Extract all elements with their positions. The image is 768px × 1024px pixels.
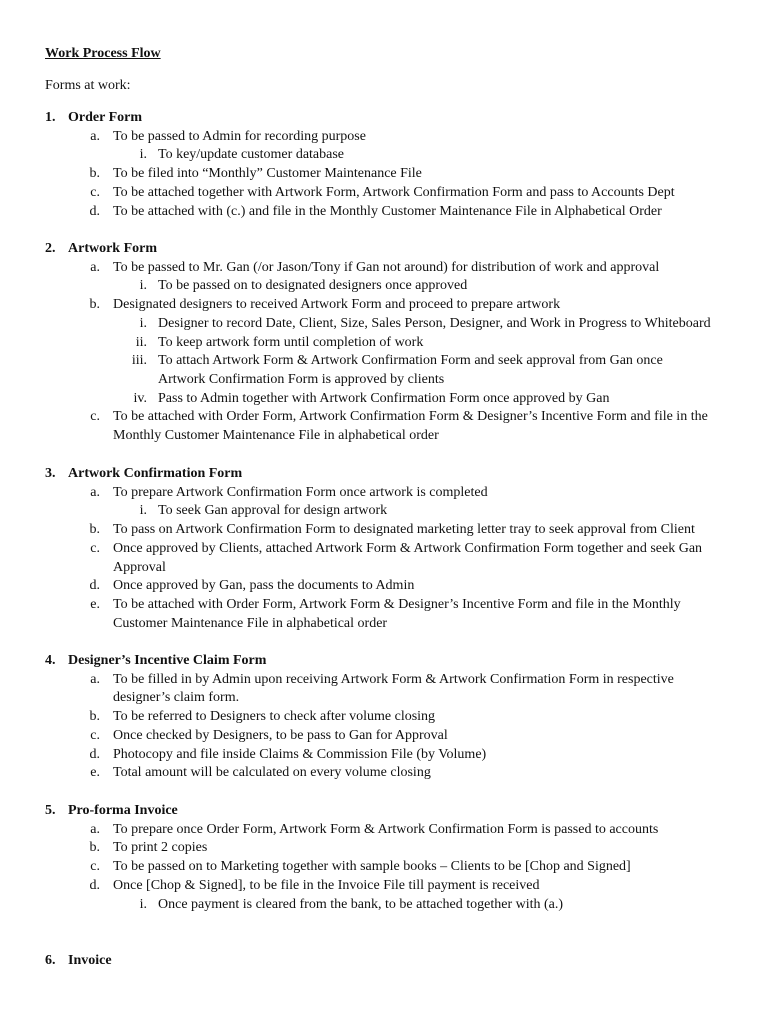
- section-artwork-form: [0, 240, 768, 446]
- list-marker: c.: [90, 409, 100, 425]
- list-item-text: Once [Chop & Signed], to be file in the Invoice File till payment is received: [113, 877, 540, 893]
- document-title: Work Process Flow: [45, 46, 161, 61]
- sub-list-item: [0, 502, 713, 521]
- list-item: [0, 128, 713, 147]
- sub-list-item-text: To attach Artwork Form & Artwork Confirmation Form and seek approval from Gan once Artwork Confirmation Form is approved by clients: [158, 353, 663, 387]
- section-heading: [0, 240, 768, 259]
- list-item-text: To prepare Artwork Confirmation Form once artwork is completed: [113, 484, 488, 500]
- list-marker: b.: [89, 709, 100, 725]
- list-item: [0, 296, 713, 315]
- sub-list-item-text: To seek Gan approval for design artwork: [158, 503, 388, 519]
- list-item-text: Designated designers to received Artwork Form and proceed to prepare artwork: [113, 297, 561, 313]
- section-title: Pro-forma Invoice: [68, 803, 178, 818]
- list-item: [0, 727, 713, 746]
- section-title: Order Form: [68, 110, 142, 125]
- sub-list-item: [0, 352, 713, 389]
- list-item-text: To be attached with (c.) and file in the Monthly Customer Maintenance File in Alphabetical Order: [113, 203, 662, 219]
- list-item: [0, 408, 713, 445]
- section-title: Invoice: [68, 953, 112, 968]
- section-title: Artwork Confirmation Form: [68, 466, 243, 481]
- sub-list-item: [0, 334, 713, 353]
- list-item: [0, 484, 713, 503]
- sub-list-marker: iv.: [133, 390, 147, 406]
- sub-list-item-text: To key/update customer database: [158, 147, 345, 163]
- list-marker: b.: [89, 840, 100, 856]
- list-marker: c.: [90, 540, 100, 556]
- section-heading: [0, 465, 768, 484]
- list-marker: d.: [89, 746, 100, 762]
- sub-list-marker: i.: [139, 503, 147, 519]
- list-item: [0, 764, 713, 783]
- list-item: [0, 596, 713, 633]
- list-marker: a.: [90, 128, 100, 144]
- list-item-text: To be passed on to Marketing together with sample books – Clients to be [Chop and Signed]: [113, 859, 631, 875]
- section-number: 1.: [45, 110, 56, 125]
- list-marker: a.: [90, 821, 100, 837]
- sub-list-marker: i.: [139, 315, 147, 331]
- list-item-text: To be attached with Order Form, Artwork Form & Designer’s Incentive Form and file in the Monthly Customer Maintenance File in alphabetical order: [113, 596, 681, 631]
- section-title: Artwork Form: [68, 241, 158, 256]
- sub-list-item: [0, 896, 713, 915]
- sub-list-marker: ii.: [135, 334, 147, 350]
- list-item-text: To be filed into “Monthly” Customer Maintenance File: [113, 166, 422, 182]
- section-number: 5.: [45, 803, 56, 818]
- list-marker: b.: [89, 522, 100, 538]
- section-heading: [0, 802, 768, 821]
- section-heading: [0, 109, 768, 128]
- list-marker: b.: [89, 297, 100, 313]
- list-item: [0, 203, 713, 222]
- list-item: [0, 184, 713, 203]
- list-item: [0, 858, 713, 877]
- sub-list-marker: iii.: [131, 353, 147, 369]
- list-marker: d.: [89, 203, 100, 219]
- section-artwork-confirmation-form: [0, 465, 768, 633]
- sub-list-item-text: Designer to record Date, Client, Size, Sales Person, Designer, and Work in Progress to Whiteboard: [158, 315, 711, 331]
- section-title: Designer’s Incentive Claim Form: [68, 653, 267, 668]
- list-marker: a.: [90, 259, 100, 275]
- list-item: [0, 577, 713, 596]
- list-item: [0, 259, 713, 278]
- sub-list-marker: i.: [139, 147, 147, 163]
- section-designers-incentive-claim-form: [0, 652, 768, 783]
- section-invoice: [0, 952, 768, 971]
- list-marker: e.: [90, 765, 100, 781]
- list-item-text: To print 2 copies: [113, 840, 208, 856]
- sub-list-item-text: Once payment is cleared from the bank, to be attached together with (a.): [158, 896, 564, 912]
- sub-list-marker: i.: [139, 896, 147, 912]
- intro-text: Forms at work:: [45, 78, 131, 93]
- list-marker: e.: [90, 596, 100, 612]
- section-heading: [0, 652, 768, 671]
- section-number: 6.: [45, 953, 56, 968]
- list-item-text: To be passed to Admin for recording purpose: [113, 128, 366, 144]
- sub-list-item-text: To keep artwork form until completion of work: [158, 334, 424, 350]
- list-item-text: Once approved by Gan, pass the documents to Admin: [113, 578, 415, 594]
- section-number: 2.: [45, 241, 56, 256]
- sub-list-marker: i.: [139, 278, 147, 294]
- list-marker: c.: [90, 859, 100, 875]
- list-marker: b.: [89, 166, 100, 182]
- sub-list-item-text: Pass to Admin together with Artwork Confirmation Form once approved by Gan: [158, 390, 610, 406]
- sub-list-item-text: To be passed on to designated designers once approved: [158, 278, 468, 294]
- list-item-text: To pass on Artwork Confirmation Form to designated marketing letter tray to seek approval from Client: [113, 522, 695, 538]
- section-pro-forma-invoice: [0, 802, 768, 914]
- sub-list-item: [0, 146, 713, 165]
- section-heading: [0, 952, 768, 971]
- list-item: [0, 839, 713, 858]
- sub-list-item: [0, 277, 713, 296]
- list-item: [0, 671, 713, 708]
- section-order-form: [0, 109, 768, 221]
- list-item-text: Total amount will be calculated on every volume closing: [113, 765, 431, 781]
- list-marker: a.: [90, 484, 100, 500]
- section-number: 4.: [45, 653, 56, 668]
- list-item: [0, 540, 713, 577]
- list-item-text: To be attached together with Artwork Form, Artwork Confirmation Form and pass to Accounts Dept: [113, 184, 675, 200]
- list-marker: d.: [89, 578, 100, 594]
- list-item-text: To be referred to Designers to check after volume closing: [113, 709, 436, 725]
- list-item: [0, 746, 713, 765]
- sub-list-item: [0, 390, 713, 409]
- list-item: [0, 165, 713, 184]
- list-item-text: To prepare once Order Form, Artwork Form & Artwork Confirmation Form is passed to accounts: [113, 821, 659, 837]
- list-marker: c.: [90, 727, 100, 743]
- section-number: 3.: [45, 466, 56, 481]
- list-item: [0, 708, 713, 727]
- list-marker: c.: [90, 184, 100, 200]
- list-item-text: To be filled in by Admin upon receiving Artwork Form & Artwork Confirmation Form in respective designer’s claim form.: [113, 671, 674, 706]
- sub-list-item: [0, 315, 713, 334]
- list-item-text: To be attached with Order Form, Artwork Confirmation Form & Designer’s Incentive Form and file in the Monthly Customer Maintenance File in alphabetical order: [113, 409, 708, 444]
- list-marker: a.: [90, 671, 100, 687]
- list-item-text: To be passed to Mr. Gan (/or Jason/Tony if Gan not around) for distribution of work and approval: [113, 259, 660, 275]
- list-item: [0, 521, 713, 540]
- list-item: [0, 877, 713, 896]
- list-item: [0, 821, 713, 840]
- list-item-text: Once checked by Designers, to be pass to Gan for Approval: [113, 727, 448, 743]
- list-marker: d.: [89, 877, 100, 893]
- list-item-text: Once approved by Clients, attached Artwork Form & Artwork Confirmation Form together and seek Gan Approval: [113, 540, 703, 575]
- list-item-text: Photocopy and file inside Claims & Commission File (by Volume): [113, 746, 487, 762]
